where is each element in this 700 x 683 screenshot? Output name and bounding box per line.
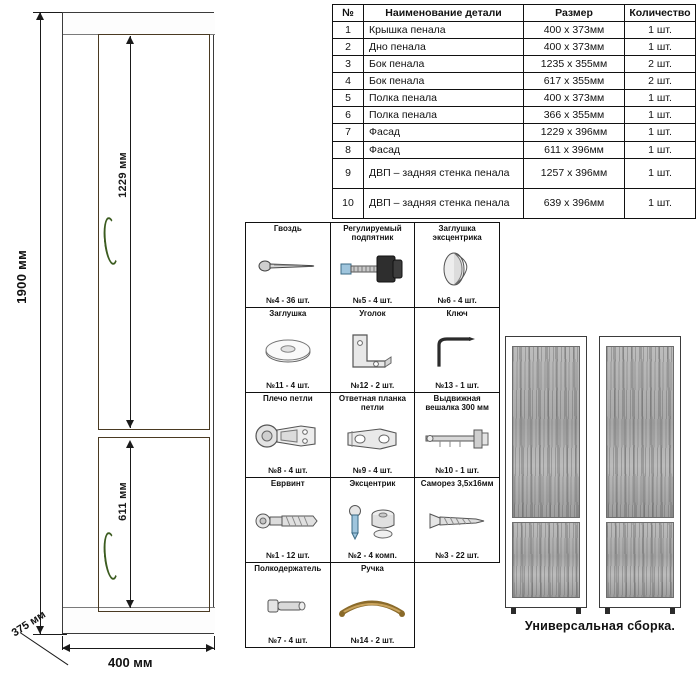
parts-table-header-row — [333, 5, 696, 22]
parts-table-container — [332, 4, 696, 219]
hardware-qty: №12 - 2 шт. — [350, 381, 395, 390]
part-size: 639 x 396мм — [524, 188, 625, 218]
hardware-qty: №3 - 22 шт. — [435, 551, 479, 560]
hardware-cell-cam-cap — [415, 223, 500, 308]
part-size: 1257 x 396мм — [524, 158, 625, 188]
cabinet-door-bottom — [98, 437, 210, 612]
height-arrow-bottom-icon — [36, 626, 44, 634]
nail-icon — [247, 235, 329, 296]
hardware-qty: №8 - 4 шт. — [268, 466, 308, 475]
hardware-title: Гвоздь — [273, 224, 302, 233]
cap-icon — [247, 320, 329, 381]
cabinet-foot-icon — [605, 608, 610, 614]
part-qty: 1 шт. — [625, 39, 696, 56]
hardware-qty: №11 - 4 шт. — [266, 381, 310, 390]
adjustable-foot-icon — [332, 243, 414, 296]
hardware-qty: №7 - 4 шт. — [268, 636, 308, 645]
part-size: 1235 x 355мм — [524, 56, 625, 73]
cabinet-foot-icon — [576, 608, 581, 614]
door-top-size-label: 1229 мм — [117, 152, 129, 198]
universal-assembly-illustration — [505, 336, 695, 636]
height-label: 1900 мм — [14, 250, 29, 304]
door-top-arrow-down-icon — [126, 420, 134, 428]
hardware-title: Полкодержатель — [254, 564, 322, 573]
hardware-row — [246, 563, 500, 648]
hardware-title: Уголок — [359, 309, 386, 318]
universal-assembly-caption: Универсальная сборка. — [524, 619, 676, 633]
hardware-qty: №10 - 1 шт. — [435, 466, 479, 475]
parts-table — [332, 4, 696, 219]
cabinet-top-panel — [63, 13, 215, 35]
cam-lock-icon — [332, 490, 414, 551]
part-no: 6 — [333, 107, 364, 124]
hardware-qty: №6 - 4 шт. — [437, 296, 477, 305]
hardware-title: Заглушка эксцентрика — [432, 224, 482, 242]
width-tick-right — [214, 636, 215, 650]
hardware-row — [246, 393, 500, 478]
hardware-title: Еврвинт — [270, 479, 305, 488]
hardware-cell-cap — [246, 308, 331, 393]
cabinet-foot-icon — [511, 608, 516, 614]
part-size: 400 x 373мм — [524, 39, 625, 56]
table-row — [333, 39, 696, 56]
hardware-cell-euro-screw — [246, 478, 331, 563]
width-label: 400 мм — [108, 655, 153, 670]
part-qty: 1 шт. — [625, 188, 696, 218]
hardware-cell-corner-bracket — [330, 308, 415, 393]
part-qty: 1 шт. — [625, 90, 696, 107]
part-name: Крышка пенала — [364, 22, 524, 39]
part-no: 9 — [333, 158, 364, 188]
hardware-cell-hinge-arm — [246, 393, 331, 478]
part-name: Фасад — [364, 141, 524, 158]
depth-label: 375 мм — [9, 608, 48, 640]
table-row — [333, 90, 696, 107]
hardware-cell-allen-key — [415, 308, 500, 393]
part-no: 5 — [333, 90, 364, 107]
part-size: 400 x 373мм — [524, 90, 625, 107]
table-row — [333, 73, 696, 90]
part-name: ДВП – задняя стенка пенала — [364, 188, 524, 218]
part-no: 4 — [333, 73, 364, 90]
hardware-cell-empty — [415, 563, 500, 648]
hardware-grid-container — [245, 222, 500, 648]
hardware-row — [246, 308, 500, 393]
cabinet-drawing — [0, 0, 250, 683]
euro-screw-icon — [247, 490, 329, 551]
shelf-support-icon — [247, 575, 329, 636]
door-bottom-size-label: 611 мм — [117, 482, 129, 521]
hardware-row — [246, 478, 500, 563]
hardware-cell-nail — [246, 223, 331, 308]
part-size: 400 x 373мм — [524, 22, 625, 39]
table-row — [333, 124, 696, 141]
part-qty: 2 шт. — [625, 56, 696, 73]
table-row — [333, 22, 696, 39]
door-bottom-dimension-line — [130, 442, 131, 608]
hardware-cell-hinge-plate — [330, 393, 415, 478]
door-bottom-arrow-up-icon — [126, 440, 134, 448]
door-top-arrow-up-icon — [126, 36, 134, 44]
hardware-title: Эксцентрик — [349, 479, 396, 488]
hardware-title: Саморез 3,5х16мм — [420, 479, 494, 488]
part-name: Дно пенала — [364, 39, 524, 56]
hardware-qty: №13 - 1 шт. — [435, 381, 479, 390]
hardware-title: Регулируемый подпятник — [343, 224, 402, 242]
hardware-cell-handle — [330, 563, 415, 648]
part-name: ДВП – задняя стенка пенала — [364, 158, 524, 188]
width-arrow-left-icon — [62, 644, 70, 652]
hardware-cell-adjustable-foot — [330, 223, 415, 308]
height-arrow-top-icon — [36, 12, 44, 20]
hardware-cell-self-tapping-screw — [415, 478, 500, 563]
part-qty: 1 шт. — [625, 124, 696, 141]
parts-header-no: № — [333, 5, 364, 22]
hinge-arm-icon — [247, 405, 329, 466]
hardware-cell-cam-lock — [330, 478, 415, 563]
grey-door-top-right — [606, 346, 674, 518]
part-no: 8 — [333, 141, 364, 158]
grey-door-bottom-left — [512, 522, 580, 598]
handle-icon — [332, 575, 414, 636]
hardware-cell-shelf-support — [246, 563, 331, 648]
hardware-qty: №5 - 4 шт. — [352, 296, 393, 305]
hardware-qty: №2 - 4 комп. — [348, 551, 397, 560]
corner-bracket-icon — [332, 320, 414, 381]
grey-cabinet-left — [505, 336, 587, 608]
grey-door-top-left — [512, 346, 580, 518]
cam-cap-icon — [416, 243, 498, 296]
hardware-table — [245, 222, 500, 648]
part-name: Полка пенала — [364, 90, 524, 107]
door-top-dimension-line — [130, 36, 131, 428]
part-name: Фасад — [364, 124, 524, 141]
parts-header-qty: Количество — [625, 5, 696, 22]
part-no: 10 — [333, 188, 364, 218]
hardware-row — [246, 223, 500, 308]
height-tick-bottom — [33, 634, 67, 635]
hardware-title: Заглушка — [269, 309, 307, 318]
part-qty: 1 шт. — [625, 107, 696, 124]
hardware-qty: №14 - 2 шт. — [350, 636, 395, 645]
part-size: 611 x 396мм — [524, 141, 625, 158]
hardware-title: Ответная планка петли — [338, 394, 406, 412]
grey-door-bottom-right — [606, 522, 674, 598]
part-no: 7 — [333, 124, 364, 141]
table-row — [333, 107, 696, 124]
hardware-cell-pull-out-hanger — [415, 393, 500, 478]
hardware-title: Ручка — [360, 564, 384, 573]
width-arrow-right-icon — [206, 644, 214, 652]
cabinet-body — [62, 12, 214, 634]
part-qty: 1 шт. — [625, 158, 696, 188]
part-qty: 1 шт. — [625, 22, 696, 39]
table-row — [333, 56, 696, 73]
table-row — [333, 141, 696, 158]
part-no: 2 — [333, 39, 364, 56]
hardware-title: Выдвижная вешалка 300 мм — [425, 394, 489, 412]
pull-out-hanger-icon — [416, 413, 498, 466]
hardware-qty: №9 - 4 шт. — [352, 466, 393, 475]
hardware-qty: №4 - 36 шт. — [265, 296, 310, 305]
part-no: 3 — [333, 56, 364, 73]
part-size: 1229 x 396мм — [524, 124, 625, 141]
hardware-qty: №1 - 12 шт. — [265, 551, 310, 560]
grey-cabinet-right — [599, 336, 681, 608]
parts-header-size: Размер — [524, 5, 625, 22]
part-name: Бок пенала — [364, 73, 524, 90]
part-qty: 1 шт. — [625, 141, 696, 158]
hinge-plate-icon — [332, 413, 414, 466]
part-no: 1 — [333, 22, 364, 39]
height-dimension-line — [40, 12, 41, 634]
hardware-title: Ключ — [446, 309, 468, 318]
table-row — [333, 188, 696, 218]
door-bottom-arrow-down-icon — [126, 600, 134, 608]
part-size: 617 x 355мм — [524, 73, 625, 90]
parts-header-name: Наименование детали — [364, 5, 524, 22]
part-qty: 2 шт. — [625, 73, 696, 90]
part-name: Бок пенала — [364, 56, 524, 73]
hardware-title: Плечо петли — [262, 394, 313, 403]
self-tapping-screw-icon — [416, 490, 498, 551]
cabinet-foot-icon — [670, 608, 675, 614]
part-size: 366 x 355мм — [524, 107, 625, 124]
table-row — [333, 158, 696, 188]
part-name: Полка пенала — [364, 107, 524, 124]
width-dimension-line — [62, 648, 214, 649]
allen-key-icon — [416, 320, 498, 381]
